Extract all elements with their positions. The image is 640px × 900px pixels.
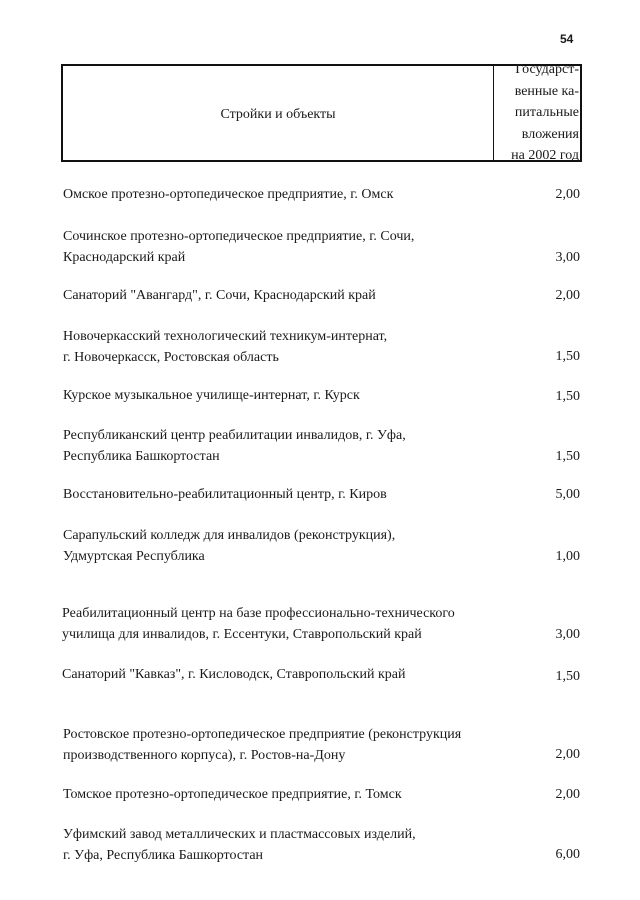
page-number: 54 <box>560 32 574 46</box>
row-object-name <box>63 425 406 467</box>
row-object-name <box>63 385 360 406</box>
row-investment-value: 1,50 <box>555 449 580 464</box>
row-object-name <box>63 184 393 205</box>
row-object-line: г. Новочеркасск, Ростовская область <box>63 350 279 365</box>
row-object-name <box>62 664 405 685</box>
row-object-line: Ростовское протезно-ортопедическое предприятие (реконструкция <box>63 727 462 742</box>
row-object-line: Восстановительно-реабилитационный центр, г. Киров <box>63 487 387 502</box>
row-investment-value: 3,00 <box>555 250 580 265</box>
header-investment-line: Государст- <box>515 62 579 78</box>
row-object-name <box>63 724 461 766</box>
row-object-line: Новочеркасский технологический техникум-интернат, <box>63 329 388 344</box>
row-object-name <box>63 226 414 268</box>
row-object-line: Сарапульский колледж для инвалидов (реконструкция), <box>63 528 396 543</box>
row-investment-value: 1,50 <box>555 389 580 404</box>
row-object-name <box>63 285 376 306</box>
row-investment-value: 2,00 <box>555 787 580 802</box>
row-object-line: Реабилитационный центр на базе профессионально-технического <box>62 606 455 621</box>
header-investment-line: венные ка- <box>514 83 579 99</box>
row-object-name <box>63 326 387 368</box>
row-object-line: Курское музыкальное училище-интернат, г. Курск <box>63 388 360 403</box>
row-investment-value: 6,00 <box>555 847 580 862</box>
row-object-line: Республика Башкортостан <box>63 449 220 464</box>
row-investment-value: 5,00 <box>555 487 580 502</box>
row-investment-value: 1,50 <box>555 349 580 364</box>
row-object-line: Томское протезно-ортопедическое предприятие, г. Томск <box>63 787 402 802</box>
header-investment-column <box>493 62 580 164</box>
row-object-line: училища для инвалидов, г. Ессентуки, Ставропольский край <box>62 627 422 642</box>
row-object-line: производственного корпуса), г. Ростов-на-Дону <box>63 748 346 763</box>
row-object-line: Санаторий "Кавказ", г. Кисловодск, Ставропольский край <box>62 667 406 682</box>
row-investment-value: 1,50 <box>555 669 580 684</box>
row-object-line: Краснодарский край <box>63 250 186 265</box>
header-investment-line: на 2002 год <box>511 148 579 164</box>
row-object-line: Республиканский центр реабилитации инвалидов, г. Уфа, <box>63 428 406 443</box>
row-object-name <box>63 525 395 567</box>
row-investment-value: 2,00 <box>555 288 580 303</box>
row-investment-value: 2,00 <box>555 187 580 202</box>
row-object-name <box>63 784 402 805</box>
row-object-name <box>62 603 455 645</box>
row-object-name <box>63 484 387 505</box>
row-object-line: Уфимский завод металлических и пластмассовых изделий, <box>63 827 416 842</box>
row-object-line: Сочинское протезно-ортопедическое предприятие, г. Сочи, <box>63 229 415 244</box>
row-investment-value: 2,00 <box>555 747 580 762</box>
row-investment-value: 3,00 <box>555 627 580 642</box>
header-objects-column: Стройки и объекты <box>220 107 336 122</box>
header-investment-line: вложения <box>521 126 579 142</box>
table-header <box>61 64 582 162</box>
row-object-line: Омское протезно-ортопедическое предприятие, г. Омск <box>63 187 394 202</box>
row-object-name <box>63 824 416 866</box>
row-object-line: Удмуртская Республика <box>63 549 205 564</box>
header-investment-line: питальные <box>514 105 579 121</box>
row-investment-value: 1,00 <box>555 549 580 564</box>
row-object-line: г. Уфа, Республика Башкортостан <box>63 848 264 863</box>
row-object-line: Санаторий "Авангард", г. Сочи, Краснодарский край <box>63 288 376 303</box>
